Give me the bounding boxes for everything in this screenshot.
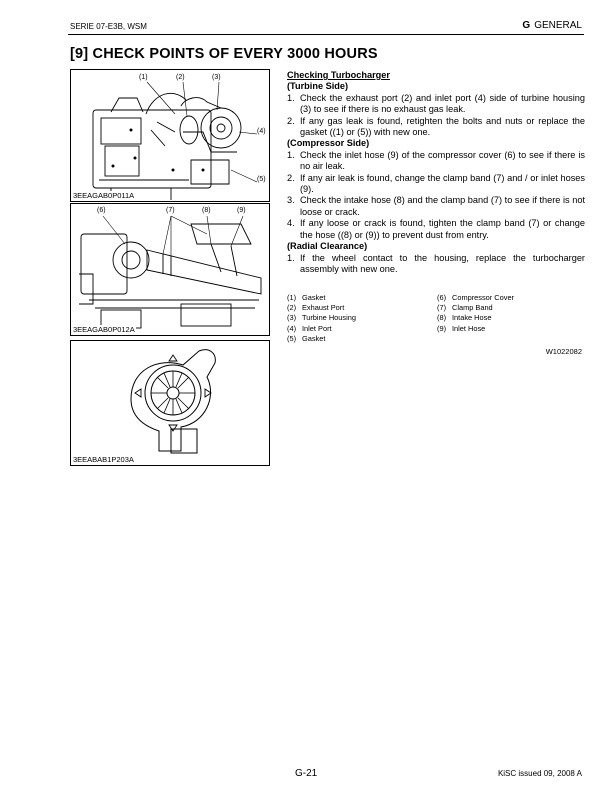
callout-3: (3) <box>212 74 221 81</box>
section-title: Checking Turbocharger <box>287 70 390 80</box>
radial-steps <box>287 253 585 276</box>
step-text: Check the intake hose (8) and the clamp band (7) to see if there is not loose or crack. <box>300 195 585 217</box>
header-divider <box>68 34 584 35</box>
figure-id-1: 3EEAGAB0P011A <box>73 191 135 200</box>
page-title: [9] CHECK POINTS OF EVERY 3000 HOURS <box>70 46 378 62</box>
figure-turbocharger-wheel <box>70 340 270 466</box>
instructions <box>287 70 585 275</box>
legend-column-2 <box>437 293 514 334</box>
page-number: G-21 <box>295 768 318 779</box>
turbocharger-illustration <box>71 341 270 466</box>
legend-item: (5) Gasket <box>287 333 326 343</box>
step-number: 1. <box>287 149 295 160</box>
legend-column-1 <box>287 293 356 344</box>
header-section-name: GENERAL <box>534 20 582 31</box>
callout-9: (9) <box>237 207 246 214</box>
step-text: Check the exhaust port (2) and inlet port (4) side of turbine housing (3) to see if there is no exhaust gas leak. <box>300 92 585 115</box>
step-number: 1. <box>287 92 295 103</box>
legend-item: (7) Clamp Band <box>437 303 493 313</box>
header-section-letter: G <box>522 20 531 31</box>
turbine-heading: (Turbine Side) <box>287 81 349 92</box>
callout-7: (7) <box>166 207 175 214</box>
step-number: 4. <box>287 218 295 229</box>
step-number: 3. <box>287 195 295 206</box>
figure-id-2: 3EEAGAB0P012A <box>73 325 135 334</box>
callout-5: (5) <box>257 176 266 183</box>
figure-compressor-side <box>70 203 270 336</box>
list-item <box>287 173 585 196</box>
turbine-steps <box>287 93 585 139</box>
legend-item: (8) Intake Hose <box>437 313 492 323</box>
header-section <box>522 20 582 31</box>
step-text: If the wheel contact to the housing, replace the turbocharger assembly with new one. <box>300 252 585 274</box>
callout-1: (1) <box>139 74 148 81</box>
legend-item: (2) Exhaust Port <box>287 303 345 313</box>
figure-turbine-side <box>70 69 270 202</box>
callout-2: (2) <box>176 74 185 81</box>
engine-turbine-illustration <box>71 70 270 202</box>
list-item <box>287 150 585 173</box>
legend-item: (3) Turbine Housing <box>287 313 356 323</box>
callout-4: (4) <box>257 128 266 135</box>
step-text: Check the inlet hose (9) of the compressor cover (6) to see if there is no air leak. <box>300 149 585 172</box>
legend-item: (4) Inlet Port <box>287 323 332 333</box>
legend-item: (1) Gasket <box>287 293 326 302</box>
list-item <box>287 253 585 276</box>
issue-info: KiSC issued 09, 2008 A <box>497 769 582 778</box>
list-item <box>287 218 585 241</box>
list-item <box>287 116 585 139</box>
radial-heading: (Radial Clearance) <box>287 241 368 252</box>
callout-8: (8) <box>202 207 211 214</box>
step-text: If any air leak is found, change the clamp band (7) and / or inlet hoses (9). <box>300 172 585 195</box>
callout-6: (6) <box>97 207 106 214</box>
figure-id-3: 3EEABAB1P203A <box>73 455 134 464</box>
legend-item: (6) Compressor Cover <box>437 293 515 302</box>
legend-item: (9) Inlet Hose <box>437 323 486 333</box>
header-model: SERIE 07-E3B, WSM <box>70 22 147 31</box>
engine-compressor-illustration <box>71 204 270 336</box>
step-text: If any gas leak is found, retighten the bolts and nuts or replace the gasket ((1) or (5)) with new one. <box>300 115 585 138</box>
compressor-steps <box>287 150 585 241</box>
step-number: 2. <box>287 115 295 126</box>
list-item <box>287 195 585 218</box>
reference-code: W1022082 <box>545 347 582 356</box>
step-text: If any loose or crack is found, tighten the clamp band (7) or change the hose ((8) or (9)) to prevent dust from entry. <box>300 218 585 240</box>
compressor-heading: (Compressor Side) <box>287 138 370 149</box>
step-number: 2. <box>287 172 295 183</box>
list-item <box>287 93 585 116</box>
step-number: 1. <box>287 252 295 263</box>
